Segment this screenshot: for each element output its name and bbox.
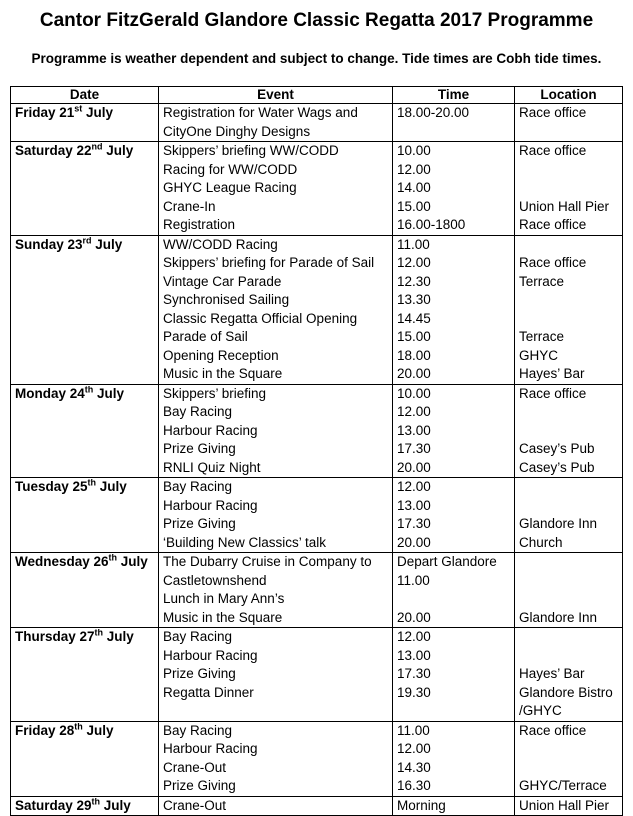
event-cell <box>159 384 393 478</box>
time-line: 13.00 <box>397 497 431 513</box>
location-cell <box>515 796 623 816</box>
event-cell <box>159 235 393 384</box>
location-line: Race office <box>519 722 587 738</box>
location-line: Race office <box>519 255 587 270</box>
page-title: Cantor FitzGerald Glandore Classic Regatta 2017 Programme <box>39 10 594 31</box>
event-line: Registration for Water Wags and <box>163 105 358 120</box>
location-line <box>519 422 618 441</box>
programme-table <box>10 86 623 816</box>
date-cell <box>11 721 159 796</box>
event-line: Synchronised Sailing <box>163 292 290 307</box>
event-line: Prize Giving <box>163 666 236 681</box>
time-cell <box>393 721 515 796</box>
event-cell <box>159 628 393 722</box>
location-cell <box>515 235 623 384</box>
event-line: Crane-Out <box>163 797 227 813</box>
table-row <box>11 628 623 722</box>
date-label <box>15 722 154 741</box>
date-day: Friday 21 <box>15 105 75 120</box>
event-line: Skippers’ briefing for Parade of Sail <box>163 255 375 270</box>
event-cell <box>159 553 393 628</box>
table-row <box>11 142 623 236</box>
date-suffix: th <box>94 628 104 638</box>
header-event: Event <box>159 87 393 104</box>
time-line: 10.00 <box>397 385 431 401</box>
event-cell <box>159 721 393 796</box>
time-cell <box>393 384 515 478</box>
date-label <box>15 236 154 255</box>
location-line <box>519 740 618 759</box>
location-line <box>519 759 618 778</box>
location-line: Glandore Bistro <box>519 684 613 700</box>
event-line: WW/CODD Racing <box>163 236 278 252</box>
event-line <box>163 702 388 721</box>
header-time: Time <box>393 87 515 104</box>
event-line: Harbour Racing <box>163 741 258 756</box>
time-line: 20.00 <box>397 459 431 475</box>
location-line: Race office <box>519 385 587 401</box>
table-row <box>11 384 623 478</box>
time-line: 12.00 <box>397 741 431 756</box>
event-line: Bay Racing <box>163 479 233 494</box>
time-line <box>397 123 510 142</box>
table-row <box>11 721 623 796</box>
event-line: Music in the Square <box>163 366 283 381</box>
date-month: July <box>100 797 131 813</box>
event-cell <box>159 142 393 236</box>
location-line <box>519 497 618 516</box>
location-line <box>519 291 618 310</box>
event-line: Racing for WW/CODD <box>163 161 298 177</box>
event-line: GHYC League Racing <box>163 180 297 195</box>
date-day: Thursday 27 <box>15 629 95 644</box>
event-line: Prize Giving <box>163 778 236 793</box>
location-line: Hayes’ Bar <box>519 366 585 381</box>
time-cell <box>393 235 515 384</box>
table-row <box>11 104 623 142</box>
date-day: Wednesday 26 <box>15 554 109 569</box>
time-line: 17.30 <box>397 441 431 456</box>
date-day: Sunday 23 <box>15 236 83 252</box>
event-line: Harbour Racing <box>163 647 258 663</box>
event-line: Bay Racing <box>163 629 233 644</box>
date-month: July <box>82 105 114 120</box>
location-cell <box>515 478 623 553</box>
event-line: Harbour Racing <box>163 497 258 513</box>
event-line: Registration <box>163 217 236 232</box>
date-month: July <box>102 143 134 158</box>
location-line: Glandore Inn <box>519 609 598 625</box>
date-cell <box>11 235 159 384</box>
time-cell <box>393 628 515 722</box>
event-line: Prize Giving <box>163 516 236 531</box>
time-line <box>397 702 510 721</box>
time-line: 12.00 <box>397 404 431 419</box>
event-line: The Dubarry Cruise in Company to <box>163 554 372 569</box>
time-line: 14.30 <box>397 759 431 775</box>
date-month: July <box>93 385 125 401</box>
location-line <box>519 403 618 422</box>
location-line: Race office <box>519 143 587 158</box>
time-line: Depart Glandore <box>397 554 497 569</box>
location-cell <box>515 721 623 796</box>
table-row <box>11 235 623 384</box>
date-suffix: th <box>74 721 83 731</box>
date-suffix: rd <box>82 235 92 245</box>
event-line: Skippers’ briefing WW/CODD <box>163 143 339 158</box>
location-line: Casey’s Pub <box>519 441 595 456</box>
location-line: GHYC/Terrace <box>519 778 607 793</box>
time-line: 13.00 <box>397 647 431 663</box>
date-suffix: th <box>91 796 101 806</box>
date-month: July <box>96 479 127 494</box>
time-cell <box>393 796 515 816</box>
location-line: Union Hall Pier <box>519 198 610 214</box>
date-day: Saturday 29 <box>15 797 92 813</box>
date-suffix: nd <box>91 142 103 152</box>
location-line: Casey’s Pub <box>519 459 595 475</box>
time-line: 13.00 <box>397 422 431 438</box>
date-cell <box>11 553 159 628</box>
location-cell <box>515 628 623 722</box>
location-line <box>519 123 618 142</box>
event-line: Opening Reception <box>163 347 279 363</box>
event-line: CityOne Dinghy Designs <box>163 123 311 139</box>
location-line <box>519 310 618 329</box>
time-line: 12.00 <box>397 629 431 644</box>
location-line <box>519 478 618 497</box>
event-line: Bay Racing <box>163 722 233 738</box>
time-line: 15.00 <box>397 329 431 344</box>
location-line <box>519 628 618 647</box>
time-line: 20.00 <box>397 609 431 625</box>
time-cell <box>393 478 515 553</box>
location-line <box>519 647 618 666</box>
location-line: Terrace <box>519 273 565 289</box>
location-line: Hayes’ Bar <box>519 666 585 681</box>
date-label <box>15 142 154 161</box>
date-cell <box>11 478 159 553</box>
event-line: Skippers’ briefing <box>163 385 267 401</box>
event-line: Crane-Out <box>163 759 227 775</box>
time-cell <box>393 142 515 236</box>
location-line <box>519 236 618 255</box>
table-row <box>11 796 623 816</box>
location-line <box>519 572 618 591</box>
time-line: 17.30 <box>397 516 431 531</box>
time-line: 11.00 <box>397 722 430 738</box>
table-row <box>11 478 623 553</box>
date-cell <box>11 628 159 722</box>
event-line: Vintage Car Parade <box>163 273 282 289</box>
date-day: Friday 28 <box>15 722 75 738</box>
event-line: Music in the Square <box>163 609 283 625</box>
location-line: Union Hall Pier <box>519 797 610 813</box>
date-label <box>15 385 154 404</box>
event-line: Prize Giving <box>163 441 236 456</box>
location-cell <box>515 142 623 236</box>
table-row <box>11 553 623 628</box>
event-line: Regatta Dinner <box>163 684 254 700</box>
date-day: Tuesday 25 <box>15 479 88 494</box>
time-line: 11.00 <box>397 572 430 588</box>
time-line: 10.00 <box>397 143 431 158</box>
time-line <box>397 590 510 609</box>
header-row <box>11 87 623 104</box>
date-month: July <box>82 722 114 738</box>
event-line: Lunch in Mary Ann’s <box>163 591 285 606</box>
time-line: 14.00 <box>397 180 431 195</box>
time-line: 18.00-20.00 <box>397 105 470 120</box>
time-line: 11.00 <box>397 236 430 252</box>
time-line: 13.30 <box>397 292 431 307</box>
time-line: 14.45 <box>397 310 431 326</box>
header-date: Date <box>11 87 159 104</box>
location-line <box>519 161 618 180</box>
date-day: Monday 24 <box>15 385 85 401</box>
event-cell <box>159 104 393 142</box>
date-suffix: th <box>84 384 94 394</box>
location-line <box>519 553 618 572</box>
event-line: RNLI Quiz Night <box>163 459 261 475</box>
date-suffix: th <box>108 553 118 563</box>
time-line: 20.00 <box>397 534 431 550</box>
date-month: July <box>117 554 148 569</box>
event-line: ‘Building New Classics’ talk <box>163 534 327 550</box>
time-line: 20.00 <box>397 366 431 381</box>
date-cell <box>11 796 159 816</box>
location-cell <box>515 384 623 478</box>
event-line: Harbour Racing <box>163 422 258 438</box>
location-line <box>519 590 618 609</box>
date-label <box>15 478 154 497</box>
time-line: Morning <box>397 797 446 813</box>
location-line: /GHYC <box>519 703 562 718</box>
date-cell <box>11 384 159 478</box>
date-cell <box>11 104 159 142</box>
event-line: Classic Regatta Official Opening <box>163 310 358 326</box>
time-line: 19.30 <box>397 684 431 700</box>
event-line: Parade of Sail <box>163 329 248 344</box>
location-line: Race office <box>519 105 587 120</box>
time-line: 16.00-1800 <box>397 217 466 232</box>
location-line: Race office <box>519 217 587 232</box>
location-line: Church <box>519 534 563 550</box>
time-line: 15.00 <box>397 198 431 214</box>
time-line: 12.30 <box>397 273 431 289</box>
location-line: GHYC <box>519 347 559 363</box>
time-line: 12.00 <box>397 479 431 494</box>
date-label <box>15 797 154 816</box>
time-cell <box>393 104 515 142</box>
time-cell <box>393 553 515 628</box>
page-subtitle: Programme is weather dependent and subject to change. Tide times are Cobh tide times. <box>31 51 602 66</box>
header-location: Location <box>515 87 623 104</box>
time-line: 12.00 <box>397 161 431 177</box>
event-cell <box>159 796 393 816</box>
time-line: 12.00 <box>397 255 431 270</box>
date-suffix: st <box>74 104 83 114</box>
event-line: Bay Racing <box>163 404 233 419</box>
date-day: Saturday 22 <box>15 143 92 158</box>
location-cell <box>515 553 623 628</box>
location-line <box>519 179 618 198</box>
event-line: Castletownshend <box>163 572 267 588</box>
time-line: 16.30 <box>397 778 431 793</box>
date-label <box>15 553 154 572</box>
date-label <box>15 104 154 123</box>
location-line: Terrace <box>519 329 565 344</box>
location-cell <box>515 104 623 142</box>
date-label <box>15 628 154 647</box>
date-month: July <box>103 629 134 644</box>
event-line: Crane-In <box>163 198 216 214</box>
time-line: 18.00 <box>397 347 431 363</box>
date-month: July <box>91 236 123 252</box>
date-cell <box>11 142 159 236</box>
date-suffix: th <box>87 478 97 488</box>
time-line: 17.30 <box>397 666 431 681</box>
location-line: Glandore Inn <box>519 516 598 531</box>
event-cell <box>159 478 393 553</box>
